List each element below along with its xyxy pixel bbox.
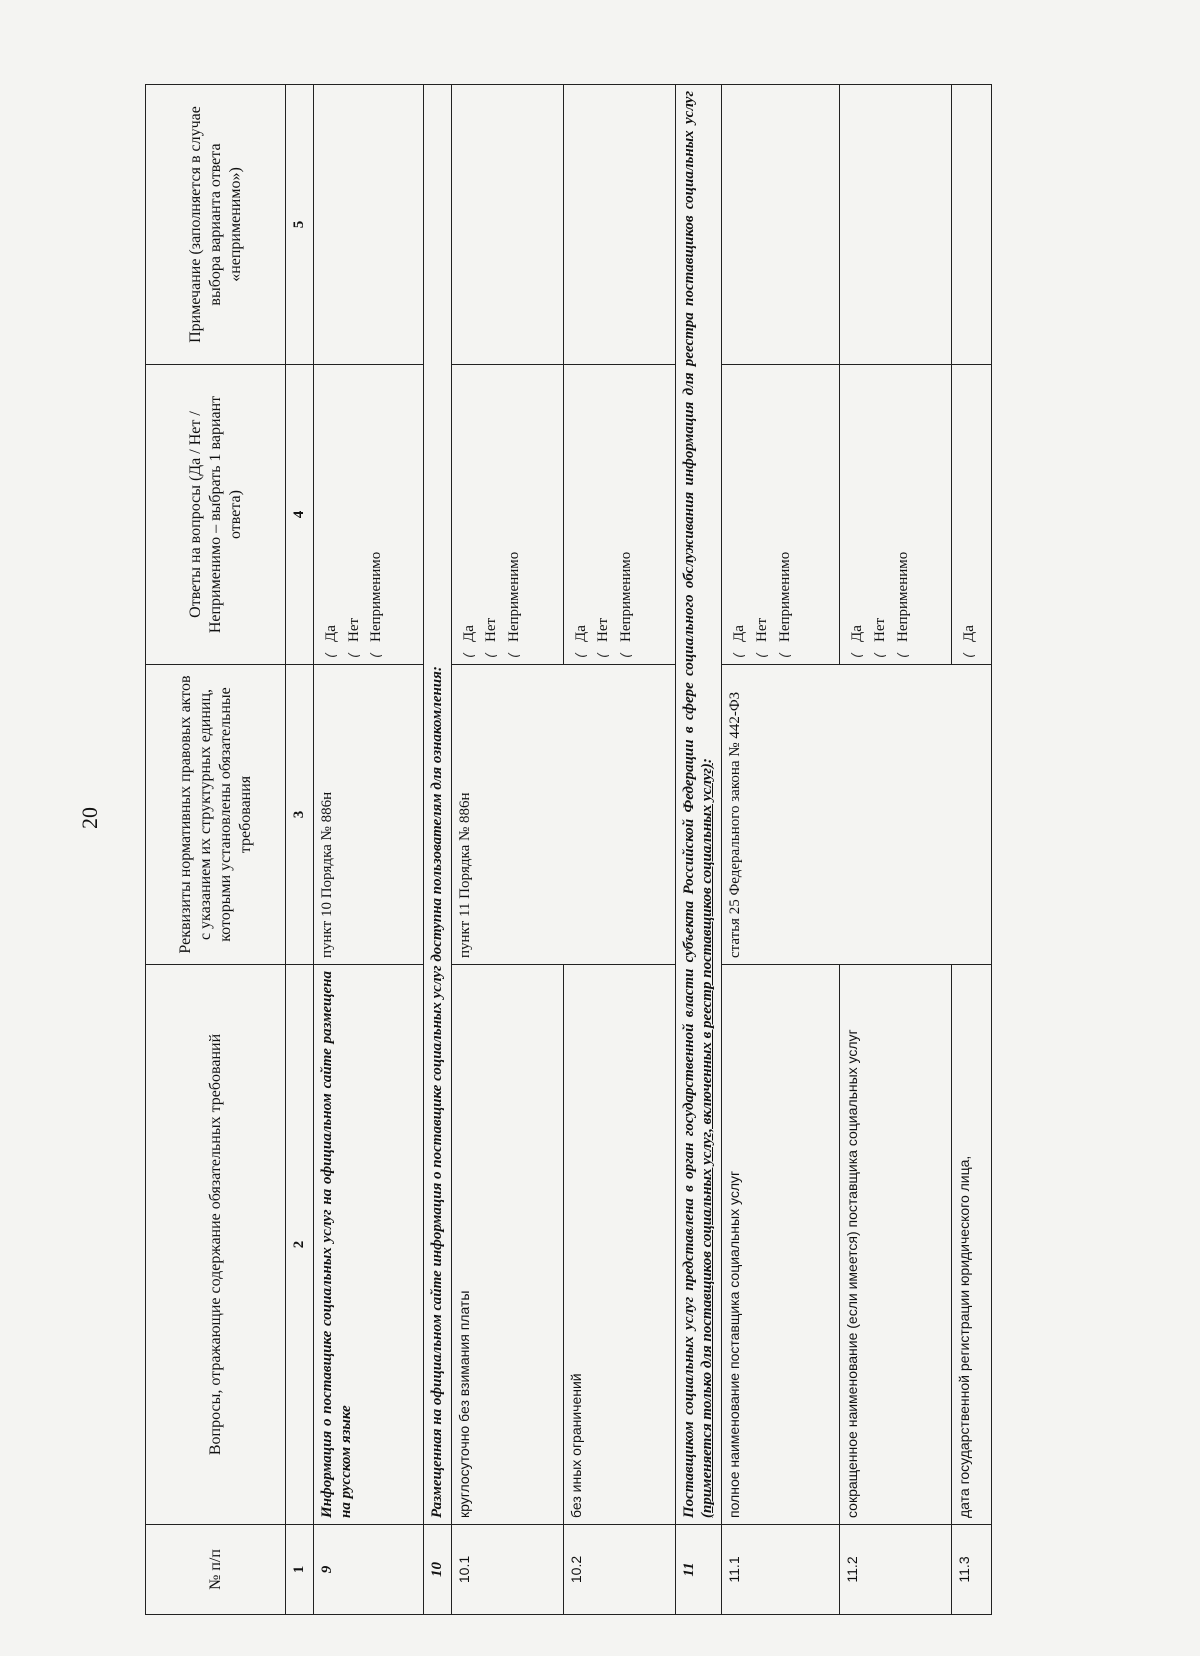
- row-number: 10.1: [451, 1525, 563, 1615]
- row-number: 10: [423, 1525, 451, 1615]
- question-text: дата государственной регистрации юридического лица,: [952, 965, 992, 1525]
- section-row: [675, 85, 722, 1615]
- radio-option-no[interactable]: [871, 371, 890, 658]
- column-number: 2: [286, 965, 314, 1525]
- radio-circle-icon: (: [369, 652, 385, 658]
- option-label: Да: [572, 625, 589, 642]
- option-label: Неприменимо: [368, 551, 385, 642]
- section-text-end: :: [699, 758, 716, 764]
- option-label: Неприменимо: [506, 551, 522, 642]
- radio-option-na[interactable]: [617, 371, 636, 658]
- radio-circle-icon: (: [732, 652, 747, 658]
- checklist-table: [145, 84, 992, 1615]
- row-number: 11.3: [952, 1525, 992, 1615]
- radio-option-yes[interactable]: [322, 371, 341, 658]
- question-text: без иных ограничений: [563, 965, 675, 1525]
- column-number: 3: [286, 665, 314, 965]
- radio-circle-icon: (: [596, 652, 612, 658]
- row-number: 11: [675, 1525, 722, 1615]
- option-label: Нет: [595, 617, 612, 642]
- reference-text: статья 25 Федерального закона № 442-ФЗ: [722, 665, 992, 965]
- radio-option-na[interactable]: [367, 371, 386, 658]
- question-text: полное наименование поставщика социальных услуг: [722, 965, 840, 1525]
- radio-option-yes[interactable]: [848, 371, 867, 658]
- table-row: [722, 85, 840, 1615]
- section-row: [423, 85, 451, 1615]
- question-text: сокращенное наименование (если имеется) поставщика социальных услуг: [840, 965, 952, 1525]
- header-row: [146, 85, 286, 1615]
- radio-circle-icon: (: [619, 652, 634, 658]
- radio-option-yes[interactable]: [572, 371, 591, 658]
- option-label: Да: [849, 625, 865, 642]
- option-label: Да: [731, 625, 747, 642]
- answer-cell: [840, 365, 952, 665]
- radio-circle-icon: (: [754, 652, 770, 658]
- radio-option-yes[interactable]: [730, 371, 749, 658]
- radio-circle-icon: (: [872, 652, 888, 658]
- note-cell[interactable]: [563, 85, 675, 365]
- column-number: 1: [286, 1525, 314, 1615]
- radio-option-no[interactable]: [753, 371, 772, 658]
- radio-option-na[interactable]: [776, 371, 795, 658]
- option-label: Неприменимо: [618, 551, 634, 642]
- note-cell[interactable]: [722, 85, 840, 365]
- option-label: Неприменимо: [894, 551, 911, 642]
- table-row: [313, 85, 423, 1615]
- radio-circle-icon: (: [777, 652, 793, 658]
- radio-circle-icon: (: [346, 652, 362, 658]
- option-label: Да: [460, 625, 477, 642]
- section-text: [675, 85, 722, 1525]
- radio-option-no[interactable]: [594, 371, 613, 658]
- row-number: 11.2: [840, 1525, 952, 1615]
- radio-option-no[interactable]: [345, 371, 364, 658]
- column-number-row: [286, 85, 314, 1615]
- reference-text: пункт 11 Порядка № 886н: [451, 665, 675, 965]
- page-number: 20: [77, 807, 102, 829]
- radio-circle-icon: (: [323, 652, 339, 658]
- column-number: 5: [286, 85, 314, 365]
- radio-option-yes[interactable]: [960, 371, 979, 658]
- section-text-underlined: (применяется только для поставщиков социальных услуг, включенных в реестр поставщиков социальных услуг): [699, 763, 716, 1518]
- note-cell[interactable]: [952, 85, 992, 365]
- row-number: 11.1: [722, 1525, 840, 1615]
- answer-cell: [722, 365, 840, 665]
- radio-circle-icon: (: [507, 652, 522, 658]
- question-text: круглосуточно без взимания платы: [451, 965, 563, 1525]
- radio-circle-icon: (: [461, 652, 477, 658]
- answer-cell: [451, 365, 563, 665]
- option-label: Неприменимо: [776, 551, 793, 642]
- row-number: 9: [313, 1525, 423, 1615]
- radio-circle-icon: (: [895, 652, 911, 658]
- option-label: Нет: [871, 617, 888, 642]
- radio-option-na[interactable]: [894, 371, 913, 658]
- radio-circle-icon: (: [850, 652, 865, 658]
- section-text-main: Поставщиком социальных услуг представлена в орган государственной власти субъекта Российской Федерации в сфере социального обслуживания информация для реестра поставщиков социальных услуг: [680, 91, 697, 1518]
- radio-option-na[interactable]: [505, 371, 524, 658]
- option-label: Нет: [483, 617, 500, 642]
- header-col-question: Вопросы, отражающие содержание обязательных требований: [146, 965, 286, 1525]
- note-cell[interactable]: [451, 85, 563, 365]
- radio-option-no[interactable]: [482, 371, 501, 658]
- answer-cell: [952, 365, 992, 665]
- radio-circle-icon: (: [573, 652, 589, 658]
- column-number: 4: [286, 365, 314, 665]
- header-col-answer: Ответы на вопросы (Да / Нет / Неприменимо – выбрать 1 вариант ответа): [146, 365, 286, 665]
- table-row: [451, 85, 563, 1615]
- header-col-reference: Реквизиты нормативных правовых актов с указанием их структурных единиц, которыми установлены обязательные требования: [146, 665, 286, 965]
- radio-option-yes[interactable]: [460, 371, 479, 658]
- row-number: 10.2: [563, 1525, 675, 1615]
- question-text: Информация о поставщике социальных услуг на официальном сайте размещена на русском языке: [313, 965, 423, 1525]
- option-label: Да: [961, 625, 977, 642]
- answer-cell: [563, 365, 675, 665]
- radio-circle-icon: (: [962, 652, 977, 658]
- option-label: Нет: [753, 617, 770, 642]
- rotated-table-container: [145, 85, 1115, 1615]
- radio-circle-icon: (: [484, 652, 500, 658]
- reference-text: пункт 10 Порядка № 886н: [313, 665, 423, 965]
- section-text: Размещенная на официальном сайте информация о поставщике социальных услуг доступна пользователям для ознакомления:: [423, 85, 451, 1525]
- option-label: Нет: [345, 617, 362, 642]
- note-cell[interactable]: [840, 85, 952, 365]
- answer-cell: [313, 365, 423, 665]
- option-label: Да: [322, 625, 339, 642]
- header-col-number: № п/п: [146, 1525, 286, 1615]
- header-col-note: Примечание (заполняется в случае выбора варианта ответа «неприменимо»): [146, 85, 286, 365]
- note-cell[interactable]: [313, 85, 423, 365]
